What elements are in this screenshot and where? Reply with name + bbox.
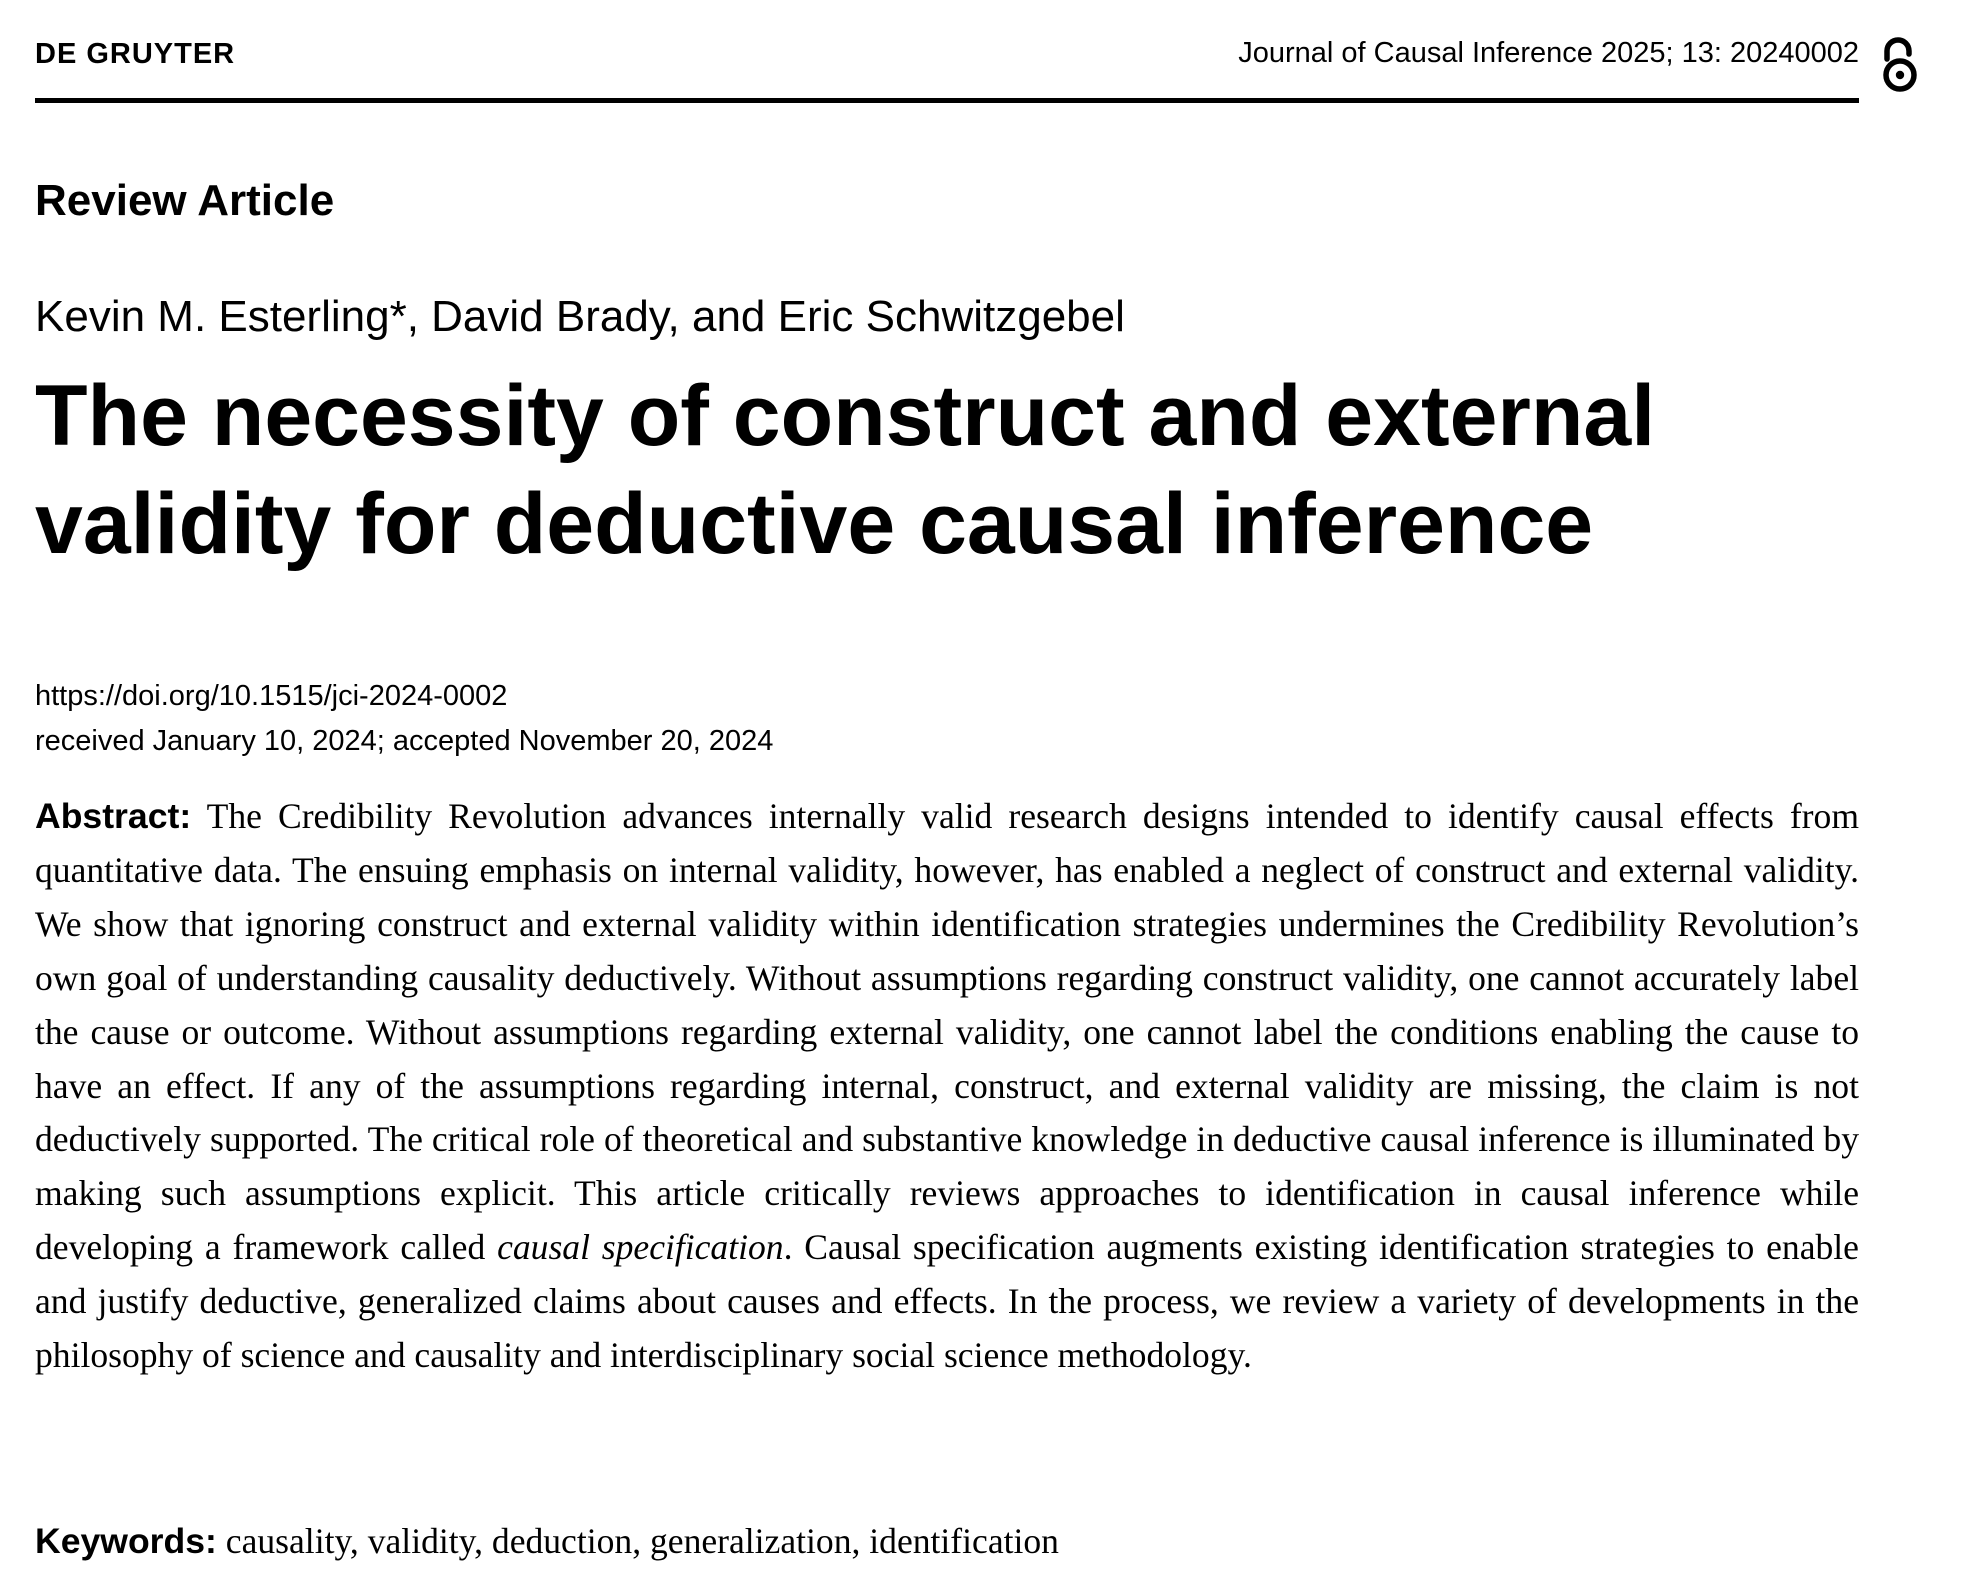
article-first-page [35,0,1859,1576]
abstract-text-continued: . Causal specification augments existing identification strategies to enable and justify deductive, generalized claims about causes and effects. In the process, we review a variety of developments in the philosophy of science and causality and interdisciplinary social science methodology. [35,1227,1859,1376]
article-title [35,362,1859,578]
journal-reference: Journal of Causal Inference 2025; 13: 20240002 [1238,37,1859,69]
abstract-label: Abstract: [35,796,192,836]
author-list: Kevin M. Esterling*, David Brady, and Eric Schwitzgebel [35,292,1125,341]
keywords-label: Keywords: [35,1521,217,1561]
article-metadata [35,674,773,764]
article-type: Review Article [35,176,335,225]
page-header [35,34,1859,74]
abstract-italic-term: causal specification [497,1227,784,1268]
article-title-line: The necessity of construct and external [35,368,1656,464]
keywords [35,1520,1059,1562]
abstract [35,790,1859,1383]
keywords-list: causality, validity, deduction, generalization, identification [225,1521,1059,1561]
article-title-line: validity for deductive causal inference [35,476,1594,572]
header-rule [35,98,1859,103]
open-access-icon [1880,36,1920,94]
abstract-text: The Credibility Revolution advances internally valid research designs intended to identify causal effects from quantitative data. The ensuing emphasis on internal validity, however, has enabled a neglect of construct and external validity. We show that ignoring construct and external validity within identification strategies undermines the Credibility Revolution’s own goal of understanding causality deductively. Without assumptions regarding construct validity, one cannot accurately label the cause or outcome. Without assumptions regarding external validity, one cannot label the conditions enabling the cause to have an effect. If any of the assumptions regarding internal, construct, and external validity are missing, the claim is not deductively supported. The critical role of theoretical and substantive knowledge in deductive causal inference is illuminated by making such assumptions explicit. This article critically reviews approaches to identification in causal inference while developing a framework called [35,796,1859,1268]
publisher-name: DE GRUYTER [35,38,236,70]
publication-dates: received January 10, 2024; accepted November 20, 2024 [35,725,774,757]
doi-link[interactable]: https://doi.org/10.1515/jci-2024-0002 [35,680,508,712]
